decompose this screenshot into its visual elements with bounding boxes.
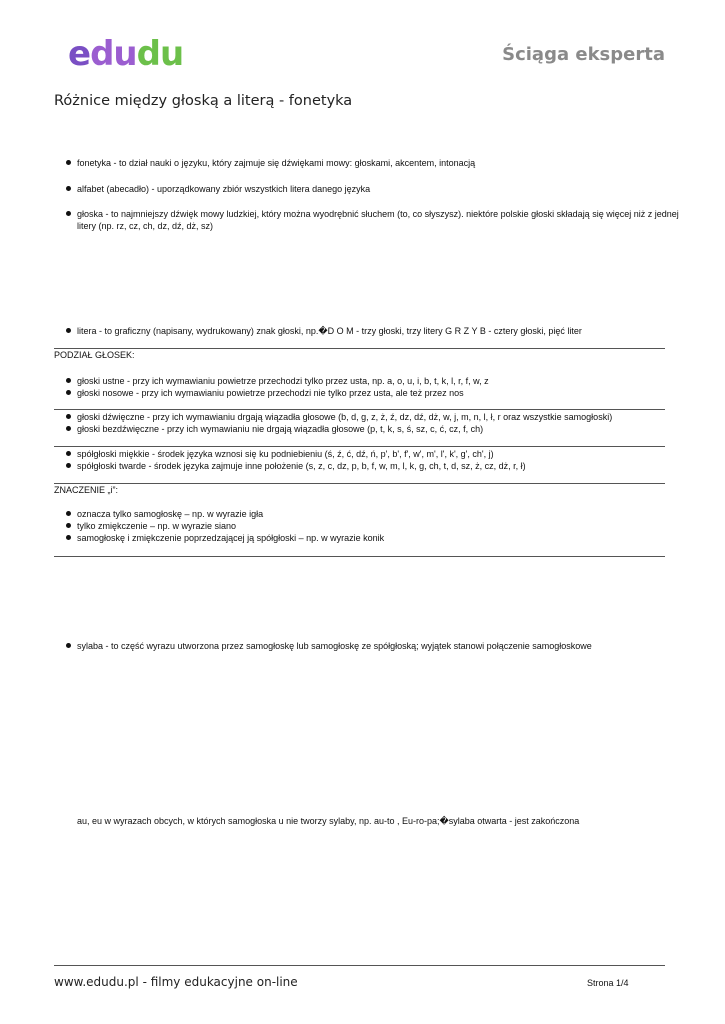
list-item-text: alfabet (abecadło) - uporządkowany zbiór wszystkich litera danego języka [77,184,371,194]
logo-part-3: du [136,34,184,74]
page-number: Strona 1/4 [587,978,629,988]
list-item-text: fonetyka - to dział nauki o języku, który zajmuje się dźwiękami mowy: głoskami, akcentem, intonacją [77,158,476,168]
bullet-icon [66,643,71,648]
list-item-text: sylaba - to część wyrazu utworzona przez samogłoskę lub samogłoskę ze spółgłoską; wyjątek stanowi połączenie samogłoskowe [77,641,592,651]
list-item [54,532,682,544]
list-item [54,375,682,387]
list-item-text: głoski nosowe - przy ich wymawianiu powietrze przechodzi nie tylko przez usta, ale też przez nos [77,388,464,398]
bullet-icon [66,390,71,395]
list-item [54,157,682,169]
divider [54,409,665,410]
list-item [54,520,682,532]
divider [54,556,665,557]
list-item-text: głoski ustne - przy ich wymawianiu powietrze przechodzi tylko przez usta, np. a, o, u, i, b, t, k, l, r, f, w, z [77,376,489,386]
divider [54,483,665,484]
footer-site: www.edudu.pl - filmy edukacyjne on-line [54,975,298,989]
list-item-text: głoski dźwięczne - przy ich wymawianiu drgają wiązadła głosowe (b, d, g, z, ż, ź, dz, dź, dż, w, j, m, n, l, ł, r oraz wszystkie samogłoski) [77,412,613,422]
note-text: au, eu w wyrazach obcych, w których samogłoska u nie tworzy sylaby, np. au-to , Eu-ro-pa;�sylaba otwarta - jest zakończona [77,816,580,826]
section-label-podzial: PODZIAŁ GŁOSEK: [54,350,135,360]
list-item-text: litera - to graficzny (napisany, wydrukowany) znak głoski, np.�D O M - trzy głoski, trzy litery G R Z Y B - cztery głoski, pięć liter [77,326,582,336]
document-title: Różnice między głoską a literą - fonetyka [54,93,353,109]
list-item [54,183,682,195]
list-item-text: spółgłoski twarde - środek języka zajmuje inne położenie (s, z, c, dz, p, b, f, w, m, l, k, g, ch, t, d, sz, ż, cz, dż, r, ł) [77,461,526,471]
list-item [54,423,682,435]
list-item [54,208,682,232]
list-item-text: spółgłoski miękkie - środek języka wznosi się ku podniebieniu (ś, ź, ć, dź, ń, p', b', f', w', m', l', k', g', ch', j) [77,449,494,459]
list-item [54,640,682,652]
bullet-icon [66,211,71,216]
header-tagline: Ściąga eksperta [502,44,665,65]
list-item-text: samogłoskę i zmiękczenie poprzedzającej ją spółgłoski – np. w wyrazie konik [77,533,385,543]
list-item-text: tylko zmiękczenie – np. w wyrazie siano [77,521,237,531]
bullet-icon [66,378,71,383]
bullet-icon [66,160,71,165]
bullet-icon [66,451,71,456]
divider [54,446,665,447]
bullet-icon [66,463,71,468]
list-item-text: głoski bezdźwięczne - przy ich wymawianiu nie drgają wiązadła głosowe (p, t, k, s, ś, sz, c, ć, cz, f, ch) [77,424,484,434]
logo-part-2: du [90,34,137,74]
bullet-icon [66,328,71,333]
bullet-icon [66,511,71,516]
section-label-znaczenie: ZNACZENIE „i”: [54,485,118,495]
list-item [54,325,682,337]
bullet-icon [66,414,71,419]
edudu-logo [68,34,183,74]
bullet-icon [66,523,71,528]
bullet-icon [66,535,71,540]
list-item [54,460,682,472]
bullet-icon [66,186,71,191]
list-item [54,411,682,423]
list-item [54,448,682,460]
list-item [54,387,682,399]
list-item [54,508,682,520]
bullet-icon [66,426,71,431]
list-item-text: głoska - to najmniejszy dźwięk mowy ludzkiej, który można wyodrębnić słuchem (to, co słyszysz). niektóre polskie głoski składają się więcej niż z jednej litery (np. rz, cz, ch, dz, dź, dż, sz) [77,209,679,231]
logo-part-1: e [68,34,91,74]
divider [54,348,665,349]
footer-divider [54,965,665,966]
list-item-text: oznacza tylko samogłoskę – np. w wyrazie igła [77,509,264,519]
